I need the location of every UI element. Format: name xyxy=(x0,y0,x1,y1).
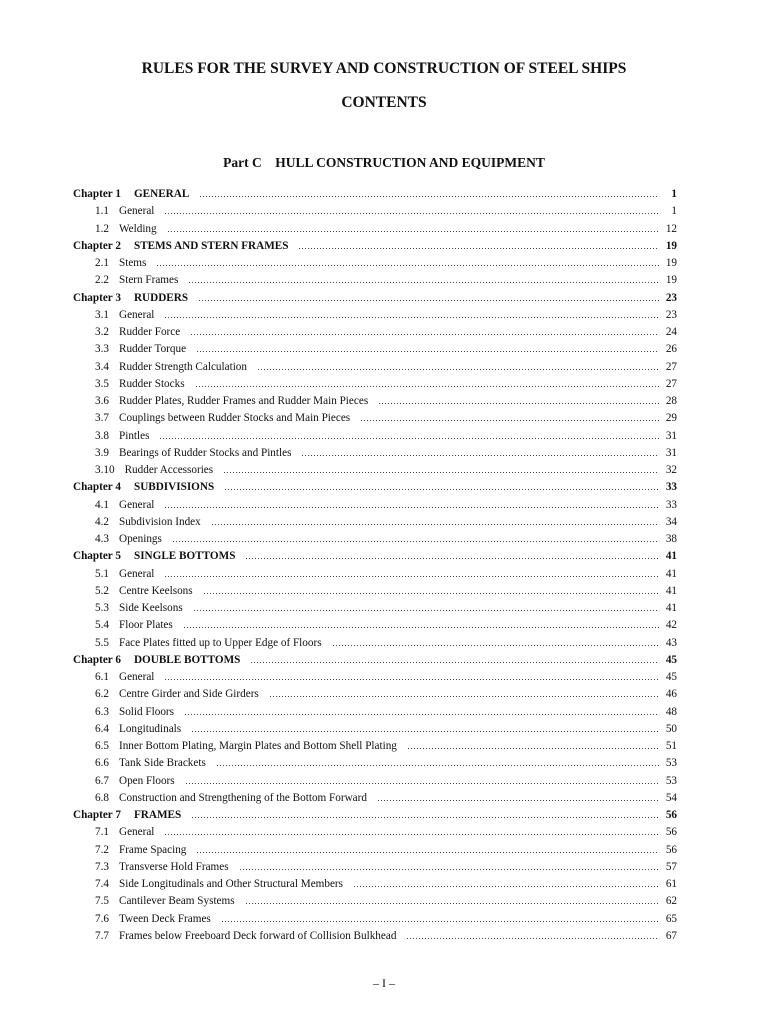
toc-entry-title: Frame Spacing xyxy=(118,843,187,856)
dot-leader xyxy=(360,420,659,421)
toc-chapter-entry[interactable] xyxy=(73,548,677,565)
toc-entry-number: 3.10 xyxy=(95,464,115,476)
toc-entry-title: FRAMES xyxy=(133,809,182,821)
toc-entry-title: Construction and Strengthening of the Bottom Forward xyxy=(118,791,367,804)
toc-entry-number: 2.2 xyxy=(95,274,109,287)
toc-section-entry[interactable] xyxy=(73,893,677,910)
toc-entry-number: 3.2 xyxy=(95,326,109,338)
dot-leader xyxy=(223,472,659,473)
dot-leader xyxy=(156,265,659,266)
toc-page-number: 29 xyxy=(665,412,677,425)
toc-entry-number: Chapter 3 xyxy=(73,291,121,304)
toc-entry-title: Rudder Stocks xyxy=(118,377,185,390)
toc-entry-title: Rudder Strength Calculation xyxy=(118,360,247,373)
dot-leader xyxy=(164,834,659,835)
toc-page-number: 33 xyxy=(665,481,677,494)
toc-entry-title: General xyxy=(118,498,155,511)
toc-page-number: 31 xyxy=(665,446,677,459)
toc-entry-title: Stern Frames xyxy=(118,274,179,287)
toc-page-number: 28 xyxy=(665,395,677,407)
toc-entry-number: Chapter 6 xyxy=(73,653,121,666)
dot-leader xyxy=(196,852,659,853)
toc-entry-number: 1.2 xyxy=(95,222,109,235)
dot-leader xyxy=(164,317,659,318)
toc-entry-number: 5.3 xyxy=(95,602,109,614)
toc-page-number: 19 xyxy=(665,257,677,269)
toc-page-number: 1 xyxy=(671,205,677,218)
toc-entry-title: General xyxy=(118,826,155,839)
toc-section-entry[interactable] xyxy=(73,876,677,893)
toc-entry-number: 3.8 xyxy=(95,429,109,442)
toc-section-entry[interactable] xyxy=(73,842,677,859)
toc-page-number: 27 xyxy=(665,377,677,390)
dot-leader xyxy=(185,783,659,784)
toc-entry-number: 7.3 xyxy=(95,860,109,873)
toc-section-entry[interactable] xyxy=(73,307,677,324)
table-of-contents xyxy=(73,186,677,945)
dot-leader xyxy=(250,662,659,663)
toc-entry-title: SUBDIVISIONS xyxy=(133,481,215,494)
toc-page-number: 46 xyxy=(665,688,677,701)
dot-leader xyxy=(211,524,659,525)
dot-leader xyxy=(159,438,659,439)
contents-heading: CONTENTS xyxy=(341,94,427,111)
toc-entry-title: General xyxy=(118,308,155,321)
dot-leader xyxy=(164,576,659,577)
dot-leader xyxy=(191,731,659,732)
toc-entry-title: Bearings of Rudder Stocks and Pintles xyxy=(118,446,292,459)
toc-entry-title: Stems xyxy=(118,257,147,269)
toc-entry-number: 3.4 xyxy=(95,360,109,373)
toc-page-number: 62 xyxy=(665,895,677,908)
toc-section-entry[interactable] xyxy=(73,531,677,548)
toc-page-number: 43 xyxy=(665,636,677,649)
toc-section-entry[interactable] xyxy=(73,462,677,479)
toc-entry-number: 3.3 xyxy=(95,343,109,356)
toc-page-number: 31 xyxy=(665,429,677,442)
dot-leader xyxy=(298,248,659,249)
toc-section-entry[interactable] xyxy=(73,410,677,427)
toc-section-entry[interactable] xyxy=(73,859,677,876)
dot-leader xyxy=(301,455,659,456)
toc-section-entry[interactable] xyxy=(73,221,677,238)
toc-section-entry[interactable] xyxy=(73,773,677,790)
toc-page-number: 67 xyxy=(665,929,677,942)
toc-entry-number: 5.1 xyxy=(95,567,109,580)
toc-page-number: 33 xyxy=(665,498,677,511)
toc-entry-number: 5.2 xyxy=(95,584,109,597)
toc-section-entry[interactable] xyxy=(73,428,677,445)
toc-entry-number: 1.1 xyxy=(95,205,109,218)
toc-section-entry[interactable] xyxy=(73,272,677,289)
toc-entry-number: Chapter 2 xyxy=(73,239,121,252)
toc-section-entry[interactable] xyxy=(73,686,677,703)
toc-entry-number: 4.2 xyxy=(95,515,109,528)
toc-section-entry[interactable] xyxy=(73,617,677,634)
toc-section-entry[interactable] xyxy=(73,497,677,514)
toc-entry-title: DOUBLE BOTTOMS xyxy=(133,653,241,666)
dot-leader xyxy=(188,282,659,283)
toc-section-entry[interactable] xyxy=(73,514,677,531)
toc-section-entry[interactable] xyxy=(73,600,677,617)
toc-page-number: 50 xyxy=(665,722,677,735)
toc-chapter-entry[interactable] xyxy=(73,479,677,496)
dot-leader xyxy=(164,679,659,680)
toc-section-entry[interactable] xyxy=(73,755,677,772)
dot-leader xyxy=(196,351,659,352)
toc-entry-title: Cantilever Beam Systems xyxy=(118,895,235,908)
toc-entry-number: 5.4 xyxy=(95,619,109,632)
toc-entry-title: Floor Plates xyxy=(118,619,173,632)
toc-entry-title: Side Longitudinals and Other Structural Members xyxy=(118,878,344,890)
toc-entry-title: General xyxy=(118,671,155,683)
toc-page-number: 32 xyxy=(665,464,677,476)
toc-entry-title: Pintles xyxy=(118,429,150,442)
toc-section-entry[interactable] xyxy=(73,721,677,738)
dot-leader xyxy=(245,903,659,904)
toc-section-entry[interactable] xyxy=(73,635,677,652)
toc-page-number: 45 xyxy=(665,671,677,683)
toc-entry-number: Chapter 7 xyxy=(73,809,121,821)
toc-entry-number: 4.1 xyxy=(95,498,109,511)
dot-leader xyxy=(191,817,659,818)
toc-entry-number: 6.4 xyxy=(95,722,109,735)
toc-page-number: 41 xyxy=(665,567,677,580)
toc-entry-number: 7.7 xyxy=(95,929,109,942)
toc-entry-title: Solid Floors xyxy=(118,705,175,718)
toc-section-entry[interactable] xyxy=(73,324,677,341)
dot-leader xyxy=(183,627,659,628)
dot-leader xyxy=(164,213,659,214)
toc-entry-number: 6.3 xyxy=(95,705,109,718)
toc-entry-title: General xyxy=(118,205,155,218)
toc-entry-title: Tween Deck Frames xyxy=(118,912,211,925)
toc-entry-title: Frames below Freeboard Deck forward of Collision Bulkhead xyxy=(118,929,397,942)
dot-leader xyxy=(269,696,659,697)
toc-entry-number: 6.6 xyxy=(95,757,109,770)
toc-chapter-entry[interactable] xyxy=(73,807,677,824)
dot-leader xyxy=(407,748,659,749)
part-heading: Part C HULL CONSTRUCTION AND EQUIPMENT xyxy=(223,155,545,170)
toc-entry-number: 7.4 xyxy=(95,878,109,890)
toc-entry-number: 7.2 xyxy=(95,843,109,856)
toc-section-entry[interactable] xyxy=(73,341,677,358)
toc-entry-title: Subdivision Index xyxy=(118,515,201,528)
toc-page-number: 1 xyxy=(671,188,677,200)
toc-entry-title: Transverse Hold Frames xyxy=(118,860,229,873)
toc-section-entry[interactable] xyxy=(73,669,677,686)
toc-entry-title: Side Keelsons xyxy=(118,602,183,614)
toc-entry-title: Rudder Plates, Rudder Frames and Rudder Main Pieces xyxy=(118,395,369,407)
toc-entry-number: Chapter 1 xyxy=(73,188,121,200)
dot-leader xyxy=(221,921,659,922)
toc-entry-number: 6.8 xyxy=(95,791,109,804)
toc-entry-title: Inner Bottom Plating, Margin Plates and Bottom Shell Plating xyxy=(118,740,397,752)
toc-page-number: 65 xyxy=(665,912,677,925)
toc-section-entry[interactable] xyxy=(73,738,677,755)
dot-leader xyxy=(353,886,659,887)
dot-leader xyxy=(164,507,659,508)
toc-entry-number: 3.6 xyxy=(95,395,109,407)
toc-page-number: 26 xyxy=(665,343,677,356)
toc-page-number: 45 xyxy=(665,653,677,666)
toc-entry-title: Couplings between Rudder Stocks and Main Pieces xyxy=(118,412,351,425)
toc-entry-number: 5.5 xyxy=(95,636,109,649)
dot-leader xyxy=(239,869,659,870)
toc-section-entry[interactable] xyxy=(73,255,677,272)
toc-entry-title: Face Plates fitted up to Upper Edge of Floors xyxy=(118,636,322,649)
toc-entry-number: 6.2 xyxy=(95,688,109,701)
dot-leader xyxy=(195,386,659,387)
toc-section-entry[interactable] xyxy=(73,583,677,600)
document-title: RULES FOR THE SURVEY AND CONSTRUCTION OF STEEL SHIPS xyxy=(141,60,627,77)
toc-page-number: 23 xyxy=(665,308,677,321)
toc-entry-title: Centre Keelsons xyxy=(118,584,193,597)
toc-page-number: 57 xyxy=(665,860,677,873)
toc-entry-title: SINGLE BOTTOMS xyxy=(133,550,236,563)
toc-entry-number: 7.5 xyxy=(95,895,109,908)
toc-entry-title: Rudder Force xyxy=(118,326,181,338)
toc-entry-title: Rudder Accessories xyxy=(124,464,214,476)
toc-page-number: 56 xyxy=(665,826,677,839)
toc-page-number: 51 xyxy=(665,740,677,752)
page-footer: – I – xyxy=(373,976,395,990)
toc-entry-number: 3.1 xyxy=(95,308,109,321)
toc-entry-title: STEMS AND STERN FRAMES xyxy=(133,239,289,252)
toc-page-number: 41 xyxy=(665,550,677,563)
toc-section-entry[interactable] xyxy=(73,928,677,945)
dot-leader xyxy=(257,369,659,370)
toc-page-number: 53 xyxy=(665,774,677,787)
dot-leader xyxy=(245,558,659,559)
toc-entry-number: 6.5 xyxy=(95,740,109,752)
dot-leader xyxy=(172,541,659,542)
toc-entry-number: 7.6 xyxy=(95,912,109,925)
toc-entry-title: Open Floors xyxy=(118,774,175,787)
toc-section-entry[interactable] xyxy=(73,203,677,220)
dot-leader xyxy=(199,196,659,197)
toc-page-number: 56 xyxy=(665,843,677,856)
toc-page-number: 48 xyxy=(665,705,677,718)
dot-leader xyxy=(193,610,659,611)
toc-page-number: 53 xyxy=(665,757,677,770)
toc-entry-title: Welding xyxy=(118,222,157,235)
toc-entry-title: Tank Side Brackets xyxy=(118,757,206,770)
toc-chapter-entry[interactable] xyxy=(73,186,677,203)
toc-section-entry[interactable] xyxy=(73,911,677,928)
toc-section-entry[interactable] xyxy=(73,566,677,583)
toc-section-entry[interactable] xyxy=(73,704,677,721)
toc-entry-number: 7.1 xyxy=(95,826,109,839)
toc-page-number: 12 xyxy=(665,222,677,235)
dot-leader xyxy=(190,334,659,335)
toc-page-number: 38 xyxy=(665,533,677,545)
toc-entry-number: 6.7 xyxy=(95,774,109,787)
toc-entry-title: Centre Girder and Side Girders xyxy=(118,688,259,701)
toc-page-number: 42 xyxy=(665,619,677,632)
toc-page-number: 41 xyxy=(665,602,677,614)
toc-entry-number: 3.9 xyxy=(95,446,109,459)
toc-entry-number: 3.7 xyxy=(95,412,109,425)
toc-section-entry[interactable] xyxy=(73,445,677,462)
toc-page-number: 24 xyxy=(665,326,677,338)
dot-leader xyxy=(216,765,659,766)
toc-entry-title: Rudder Torque xyxy=(118,343,187,356)
toc-section-entry[interactable] xyxy=(73,359,677,376)
toc-entry-title: RUDDERS xyxy=(133,291,189,304)
dot-leader xyxy=(203,593,659,594)
toc-chapter-entry[interactable] xyxy=(73,652,677,669)
toc-page-number: 61 xyxy=(665,878,677,890)
toc-section-entry[interactable] xyxy=(73,376,677,393)
toc-page-number: 34 xyxy=(665,515,677,528)
toc-entry-title: GENERAL xyxy=(133,188,190,200)
toc-entry-number: 4.3 xyxy=(95,533,109,545)
dot-leader xyxy=(184,714,659,715)
toc-entry-number: Chapter 5 xyxy=(73,550,121,563)
toc-entry-number: 6.1 xyxy=(95,671,109,683)
toc-entry-title: Longitudinals xyxy=(118,722,182,735)
toc-entry-title: Openings xyxy=(118,533,162,545)
dot-leader xyxy=(198,300,659,301)
toc-page-number: 19 xyxy=(665,274,677,287)
toc-page-number: 19 xyxy=(665,239,677,252)
dot-leader xyxy=(332,645,659,646)
dot-leader xyxy=(167,231,659,232)
toc-entry-number: 2.1 xyxy=(95,257,109,269)
toc-chapter-entry[interactable] xyxy=(73,238,677,255)
toc-entry-title: General xyxy=(118,567,155,580)
dot-leader xyxy=(378,403,659,404)
toc-section-entry[interactable] xyxy=(73,790,677,807)
toc-page-number: 54 xyxy=(665,791,677,804)
toc-page-number: 41 xyxy=(665,584,677,597)
toc-page-number: 23 xyxy=(665,291,677,304)
toc-section-entry[interactable] xyxy=(73,393,677,410)
toc-page-number: 56 xyxy=(665,809,677,821)
toc-chapter-entry[interactable] xyxy=(73,290,677,307)
toc-section-entry[interactable] xyxy=(73,824,677,841)
dot-leader xyxy=(406,938,659,939)
toc-page-number: 27 xyxy=(665,360,677,373)
toc-entry-number: 3.5 xyxy=(95,377,109,390)
toc-entry-number: Chapter 4 xyxy=(73,481,121,494)
dot-leader xyxy=(377,800,659,801)
dot-leader xyxy=(224,489,659,490)
